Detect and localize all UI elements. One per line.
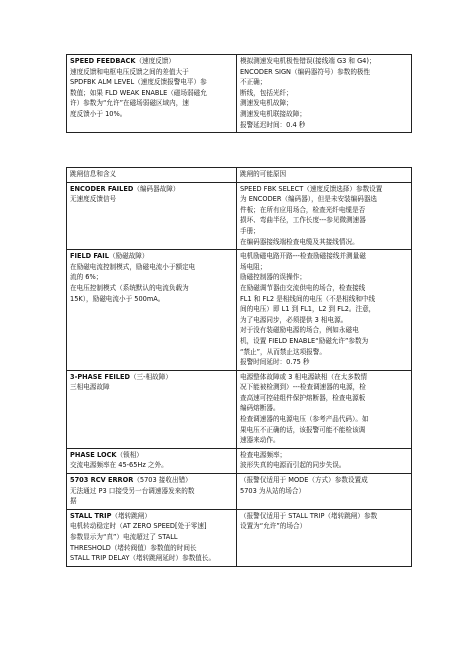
cause-text-line: 场电阻； bbox=[240, 262, 267, 271]
table-row bbox=[67, 370, 412, 448]
trip-cause-cell bbox=[237, 182, 412, 250]
table-row bbox=[67, 448, 412, 473]
trip-text-line: 无法通过 P3 口接受另一台调速器发来的数 bbox=[70, 486, 195, 495]
cause-text-line: 电机励磁电路开路---检查励磁接线并测量磁 bbox=[240, 252, 366, 261]
trip-title: 3-PHASE FEILED（三-相故障） bbox=[70, 372, 172, 381]
cause-text-line: 5703 为从站的场合） bbox=[240, 486, 306, 495]
cause-text-line: 编码熔断器。 bbox=[240, 404, 280, 413]
cause-text-line: ENCODER SIGN（编码器符号）参数的极性 bbox=[240, 67, 371, 76]
trip-text-line: STALL TRIP DELAY（堵转跳闸延时）参数值长。 bbox=[70, 554, 216, 563]
trip-title: STALL TRIP（堵转跳闸） bbox=[70, 511, 151, 520]
cause-text-line: 为了电源同步，必须提供 3 相电源。 bbox=[240, 315, 348, 324]
trip-info-cell bbox=[67, 55, 237, 133]
cause-text-line: 手册； bbox=[240, 226, 260, 235]
cause-text-line: 在编码器接线端检查电缆及其接线情况。 bbox=[240, 237, 359, 246]
trip-cause-cell bbox=[237, 250, 412, 371]
cause-text-line: 查高速可控硅组件保护熔断器，检查电源板 bbox=[240, 393, 366, 402]
trip-text-line: 电机转动稳定时（AT ZERO SPEED[处于零速] bbox=[70, 522, 207, 531]
trip-text-line: 流的 6%； bbox=[70, 273, 103, 282]
trip-title: 5703 RCV ERROR（5703 接收出错） bbox=[70, 476, 192, 485]
trip-text-line: 据 bbox=[70, 497, 77, 506]
cause-text-line: 果电压不正确的话，该报警可能不能检该调 bbox=[240, 425, 366, 434]
trip-text-line: 在励磁电流控制模式，励磁电流小于额定电 bbox=[70, 262, 196, 271]
cause-text-line: 况下能被检测到）---检查调速器的电源，检 bbox=[240, 383, 366, 392]
trip-info-cell bbox=[67, 474, 237, 510]
trip-title: SPEED FEEDBACK（速度反馈） bbox=[70, 57, 175, 65]
trip-text-line: 许）参数为“允许”在磁场弱磁区域内，速 bbox=[70, 99, 189, 108]
trip-cause-cell bbox=[237, 474, 412, 510]
trip-title: FIELD FAIL（励磁故障） bbox=[70, 252, 149, 261]
cause-text-line: 间的电压）即 L1 到 FL1，L2 到 FL2。注意， bbox=[240, 305, 376, 314]
trip-cause-cell bbox=[237, 448, 412, 473]
cause-text-line: FL1 和 FL2 是相线间的电压（不是相线和中线 bbox=[240, 294, 376, 303]
cause-text-line: （报警仅适用于 MODE（方式）参数设置成 bbox=[240, 476, 368, 485]
trip-info-cell bbox=[67, 250, 237, 371]
table-row bbox=[67, 474, 412, 510]
trip-cause-cell bbox=[237, 370, 412, 448]
cause-text-line: SPEED FBK SELECT（速度反馈选择）参数设置 bbox=[240, 184, 383, 193]
trip-text-line: SPDFBK ALM LEVEL（速度反馈报警电平）参 bbox=[70, 78, 207, 87]
speed-feedback-table bbox=[66, 54, 412, 133]
cause-text-line: 损坏、弯曲半径，工作长度---参见微测速器 bbox=[240, 216, 366, 225]
trip-title: PHASE LOCK（锁相） bbox=[70, 450, 143, 459]
trip-text-line: 三相电源故障 bbox=[70, 383, 110, 392]
cause-text-line: 励磁控制器的误操作； bbox=[240, 273, 306, 282]
trip-text-line: 数值；如果 FLD WEAK ENABLE（磁场弱磁允 bbox=[70, 88, 207, 97]
header-trip-info: 跳闸信息和含义 bbox=[67, 168, 237, 183]
cause-text-line: “禁止”，从而禁止这项报警。 bbox=[240, 347, 326, 356]
cause-text-line: 测速发电机故障； bbox=[240, 99, 293, 108]
trip-text-line: 度反馈小于 10%。 bbox=[70, 109, 127, 118]
trip-title: ENCODER FAILED（编码器故障） bbox=[70, 184, 180, 193]
trip-text-line: 15K），励磁电流小于 500mA。 bbox=[70, 294, 165, 303]
trip-text-line: 交流电源频率在 45-65Hz 之外。 bbox=[70, 461, 168, 470]
header-trip-cause: 跳闸的可能原因 bbox=[237, 168, 412, 183]
cause-text-line: 报警时间延时：0.75 秒 bbox=[240, 358, 310, 367]
trip-info-cell bbox=[67, 370, 237, 448]
trip-text-line: 参数显示为“真”）电流超过了 STALL bbox=[70, 533, 178, 541]
trip-info-cell bbox=[67, 182, 237, 250]
table-header-row bbox=[67, 168, 412, 183]
cause-text-line: 模拟测速发电机极性错误(接线端 G3 和 G4)； bbox=[240, 57, 376, 65]
trip-cause-cell bbox=[237, 509, 412, 566]
trip-text-line: THRESHOLD（堵转阀值）参数值的时间长 bbox=[70, 543, 197, 552]
cause-text-line: 为 ENCODER（编码器），但是未安装编码器选 bbox=[240, 195, 378, 204]
cause-text-line: 不正确； bbox=[240, 78, 267, 87]
trip-text-line: 在电压控制模式（系统默认的电流负载为 bbox=[70, 283, 189, 292]
cause-text-line: 设置为“允许”的场合） bbox=[240, 522, 307, 531]
cause-text-line: 断线，包括光纤； bbox=[240, 88, 293, 97]
table-row bbox=[67, 182, 412, 250]
trip-text-line: 无速度反馈信号 bbox=[70, 195, 117, 204]
cause-text-line: 对于没有装磁励电源的场合，例如永磁电 bbox=[240, 326, 359, 335]
cause-text-line: （报警仅适用于 STALL TRIP（堵转跳闸）参数 bbox=[240, 511, 378, 520]
trip-info-cell bbox=[67, 448, 237, 473]
cause-text-line: 电源整体故障或 3 相电源缺相（在太多数情 bbox=[240, 372, 368, 381]
table-row bbox=[67, 250, 412, 371]
cause-text-line: 在励磁调节器由交流供电的场合，检查接线 bbox=[240, 283, 366, 292]
cause-text-line: 机，设置 FIELD ENABLE“励磁允许”参数为 bbox=[240, 336, 369, 345]
trip-text-line: 速度反馈和电枢电压反馈之间的差值大于 bbox=[70, 67, 189, 76]
cause-text-line: 速器来动作。 bbox=[240, 436, 280, 445]
cause-text-line: 件板；在所有应用场合，检查光纤电缆是否 bbox=[240, 205, 366, 214]
cause-text-line: 报警延迟时间：0.4 秒 bbox=[240, 120, 306, 129]
cause-text-line: 检查电源频率； bbox=[240, 450, 287, 459]
cause-text-line: 检查调速器的电源电压（参考产品代码）。如 bbox=[240, 415, 369, 424]
cause-text-line: 测速发电机联接故障； bbox=[240, 109, 306, 118]
trip-info-cell bbox=[67, 509, 237, 566]
trip-message-table bbox=[66, 167, 412, 567]
table-row bbox=[67, 55, 412, 133]
trip-cause-cell bbox=[237, 55, 412, 133]
table-row bbox=[67, 509, 412, 566]
cause-text-line: 波形失真的电源而引起的同步失误。 bbox=[240, 461, 346, 470]
